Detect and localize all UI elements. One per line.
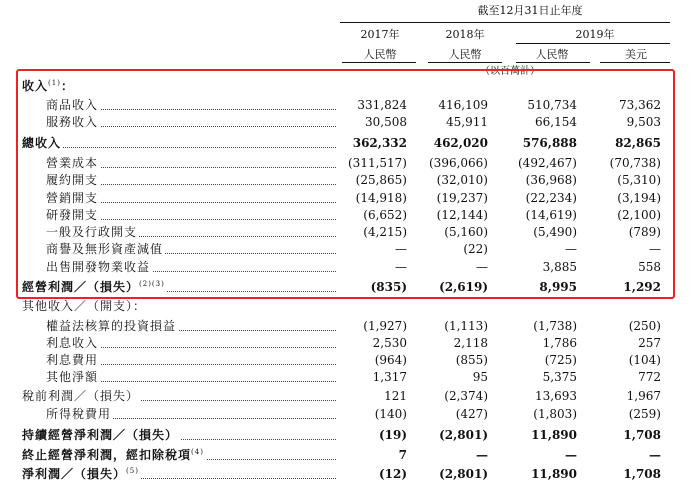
table-row: [0, 405, 700, 423]
cell-value: 510,734: [527, 98, 577, 112]
cell-value: 95: [472, 370, 488, 384]
cell-value: (36,968): [525, 173, 577, 187]
cell-value: (12): [378, 467, 407, 481]
row-label-text: 履約開支: [46, 173, 99, 187]
row-label: [22, 465, 340, 483]
cell-value: —: [649, 242, 661, 256]
table-row: [0, 334, 700, 352]
cell-value: 416,109: [438, 98, 488, 112]
cell-value: 331,824: [357, 98, 407, 112]
row-label: [22, 446, 340, 464]
cell-value: (22): [463, 242, 488, 256]
cell-value: (1,927): [363, 319, 407, 333]
cell-value: (964): [374, 353, 407, 367]
cell-value: (427): [455, 407, 488, 421]
table-row: [0, 223, 700, 241]
row-label: [22, 77, 340, 95]
table-row: [0, 206, 700, 224]
table-row: [0, 77, 700, 95]
cell-value: (492,467): [518, 156, 577, 170]
row-label: [46, 96, 340, 114]
cell-value: (5,160): [444, 225, 488, 239]
cell-value: 1,708: [623, 428, 661, 442]
header-rule-2019: [516, 43, 670, 44]
cell-value: (32,010): [436, 173, 488, 187]
cell-value: 11,890: [531, 467, 577, 481]
row-label-text: 所得稅費用: [46, 407, 112, 421]
currency-2019-usd: 美元: [625, 48, 647, 61]
row-label: [22, 297, 340, 315]
row-label: [46, 317, 340, 335]
cell-value: 558: [638, 260, 661, 274]
cell-value: (2,100): [617, 208, 661, 222]
cell-value: 462,020: [433, 136, 488, 150]
table-row: [0, 351, 700, 369]
row-label-text: 其他收入／（開支）：: [22, 299, 147, 313]
cell-value: 121: [384, 389, 407, 403]
cell-value: (789): [628, 225, 661, 239]
table-row: [0, 171, 700, 189]
table-row: [0, 368, 700, 386]
year-2017: 2017年: [360, 28, 400, 41]
row-label-suffix: ：: [60, 79, 74, 93]
row-label: [46, 258, 340, 276]
cell-value: (2,801): [439, 467, 488, 481]
cell-value: —: [565, 448, 577, 462]
cell-value: (835): [370, 280, 407, 294]
table-row: [0, 258, 700, 276]
currency-2019-rmb: 人民幣: [535, 48, 569, 61]
row-label-text: 經營利潤／（損失）: [22, 280, 140, 294]
table-row: [0, 297, 700, 315]
row-label: [46, 189, 340, 207]
row-label-text: 收入: [22, 79, 49, 93]
cell-value: (14,918): [355, 191, 407, 205]
cell-value: 13,693: [535, 389, 577, 403]
cell-value: (2,619): [439, 280, 488, 294]
cell-value: (25,865): [355, 173, 407, 187]
row-label-text: 商譽及無形資產減值: [46, 242, 164, 256]
currency-2017: 人民幣: [363, 48, 397, 61]
row-label: [46, 351, 340, 369]
cell-value: 9,503: [626, 115, 661, 129]
cell-value: 2,118: [453, 336, 488, 350]
row-label: [22, 278, 340, 296]
cell-value: (3,194): [617, 191, 661, 205]
table-row: [0, 134, 700, 152]
cell-value: (19,237): [436, 191, 488, 205]
row-label: [46, 171, 340, 189]
cell-value: (14,619): [525, 208, 577, 222]
row-label-text: 持續經營淨利潤／（損失）: [22, 428, 179, 442]
row-label: [46, 113, 340, 131]
cell-value: (6,652): [363, 208, 407, 222]
cell-value: 11,890: [531, 428, 577, 442]
cell-value: (4,215): [363, 225, 407, 239]
table-row: [0, 96, 700, 114]
cell-value: (259): [628, 407, 661, 421]
cell-value: (22,234): [525, 191, 577, 205]
cell-value: (396,066): [429, 156, 488, 170]
cell-value: —: [476, 448, 488, 462]
header-rule-top: [340, 22, 670, 23]
cell-value: 82,865: [615, 136, 661, 150]
row-label-text: 終止經營淨利潤，經扣除稅項: [22, 448, 192, 462]
cell-value: (2,801): [439, 428, 488, 442]
row-label-text: 出售開發物業收益: [46, 260, 151, 274]
row-label-text: 營業成本: [46, 156, 99, 170]
cell-value: 362,332: [352, 136, 407, 150]
table-row: [0, 317, 700, 335]
cell-value: (855): [455, 353, 488, 367]
unit-caption: （以百萬計）: [480, 66, 540, 77]
row-label: [46, 206, 340, 224]
header-rule-col4: [600, 62, 670, 63]
row-label: [46, 405, 340, 423]
year-2018: 2018年: [445, 28, 485, 41]
cell-value: 66,154: [535, 115, 577, 129]
cell-value: 1,786: [542, 336, 577, 350]
cell-value: (1,738): [533, 319, 577, 333]
cell-value: 1,317: [372, 370, 407, 384]
row-label-text: 商品收入: [46, 98, 99, 112]
cell-value: 30,508: [365, 115, 407, 129]
cell-value: 7: [398, 448, 407, 462]
cell-value: 576,888: [522, 136, 577, 150]
row-label-text: 其他淨額: [46, 370, 99, 384]
cell-value: 8,995: [539, 280, 577, 294]
cell-value: 1,967: [626, 389, 661, 403]
cell-value: 73,362: [619, 98, 661, 112]
cell-value: (725): [544, 353, 577, 367]
row-label: [22, 134, 340, 152]
cell-value: 1,292: [623, 280, 661, 294]
cell-value: —: [476, 260, 488, 274]
table-row: [0, 465, 700, 483]
table-row: [0, 240, 700, 258]
row-label-text: 服務收入: [46, 115, 99, 129]
table-row: [0, 446, 700, 464]
cell-value: (70,738): [609, 156, 661, 170]
row-label-text: 淨利潤／（損失）: [22, 467, 127, 481]
cell-value: (311,517): [348, 156, 407, 170]
cell-value: (2,374): [444, 389, 488, 403]
row-label-text: 總收入: [22, 136, 62, 150]
row-label: [46, 154, 340, 172]
row-label-text: 研發開支: [46, 208, 99, 222]
cell-value: —: [395, 242, 407, 256]
cell-value: 45,911: [446, 115, 488, 129]
table-row: [0, 113, 700, 131]
cell-value: (1,803): [533, 407, 577, 421]
table-row: [0, 154, 700, 172]
cell-value: (104): [628, 353, 661, 367]
row-label-text: 權益法核算的投資損益: [46, 319, 177, 333]
row-label-text: 利息費用: [46, 353, 99, 367]
cell-value: —: [565, 242, 577, 256]
table-row: [0, 387, 700, 405]
row-label-text: 營銷開支: [46, 191, 99, 205]
row-label: [46, 223, 340, 241]
table-row: [0, 426, 700, 444]
header-rule-col1: [342, 62, 416, 63]
row-label: [22, 426, 340, 444]
cell-value: —: [395, 260, 407, 274]
row-label-text: 一般及行政開支: [46, 225, 138, 239]
row-label: [46, 368, 340, 386]
currency-2018: 人民幣: [448, 48, 482, 61]
period-caption: 截至12月31日止年度: [477, 4, 583, 17]
row-label: [46, 240, 340, 258]
cell-value: 2,530: [372, 336, 407, 350]
footnote-marker: (5): [126, 467, 139, 475]
cell-value: (140): [374, 407, 407, 421]
cell-value: 257: [638, 336, 661, 350]
cell-value: (1,113): [444, 319, 488, 333]
row-label-text: 稅前利潤／（損失）: [22, 389, 140, 403]
row-label: [46, 334, 340, 352]
row-label-text: 利息收入: [46, 336, 99, 350]
year-2019: 2019年: [575, 28, 615, 41]
table-row: [0, 278, 700, 296]
cell-value: (12,144): [436, 208, 488, 222]
cell-value: 1,708: [623, 467, 661, 481]
cell-value: (250): [628, 319, 661, 333]
row-label: [22, 387, 340, 405]
table-row: [0, 189, 700, 207]
footnote-marker: (4): [191, 448, 204, 456]
cell-value: —: [649, 448, 661, 462]
cell-value: (19): [378, 428, 407, 442]
footnote-marker: (1): [48, 79, 61, 87]
cell-value: (5,310): [617, 173, 661, 187]
cell-value: (5,490): [533, 225, 577, 239]
cell-value: 772: [638, 370, 661, 384]
cell-value: 5,375: [542, 370, 577, 384]
footnote-marker: (2)(3): [139, 280, 165, 288]
cell-value: 3,885: [542, 260, 577, 274]
